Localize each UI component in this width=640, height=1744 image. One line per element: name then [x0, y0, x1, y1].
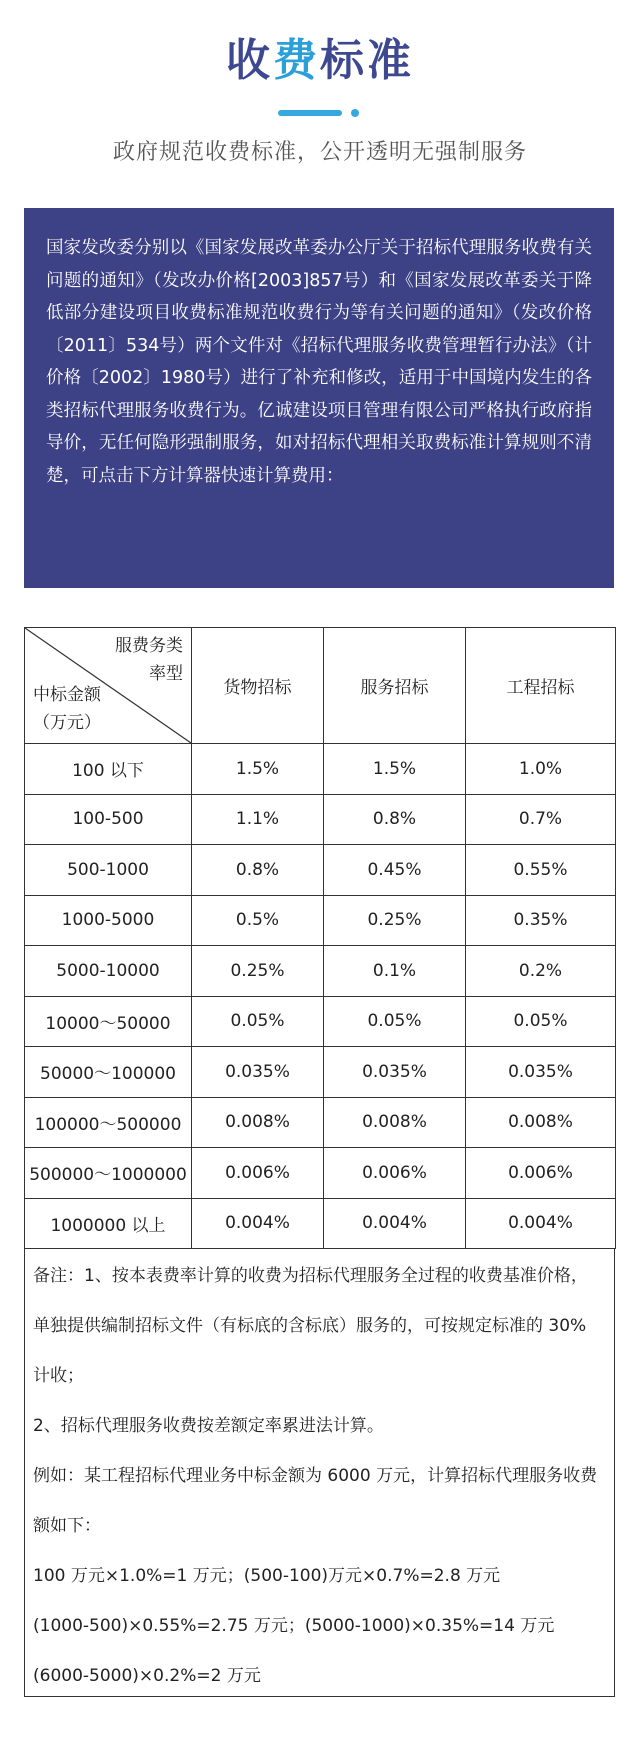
- note-line: 备注：1、按本表费率计算的收费为招标代理服务全过程的收费基准价格，: [33, 1266, 588, 1286]
- rate-cell: 0.8%: [192, 845, 324, 896]
- rate-cell: 0.008%: [324, 1097, 466, 1148]
- notes-section: [24, 1248, 615, 1697]
- title-underline-dot: [351, 109, 359, 117]
- rate-cell: 0.004%: [324, 1198, 466, 1249]
- rate-cell: 0.006%: [192, 1148, 324, 1199]
- table-row: [25, 1097, 616, 1148]
- note-line: 100 万元×1.0%=1 万元；(500-100)万元×0.7%=2.8 万元: [33, 1566, 501, 1586]
- amount-range-cell: 1000000 以上: [25, 1198, 192, 1249]
- note-line: 额如下：: [33, 1516, 101, 1536]
- column-header-engineering: 工程招标: [466, 628, 616, 744]
- note-line: 单独提供编制招标文件（有标底的含标底）服务的，可按规定标准的 30%: [33, 1316, 587, 1336]
- column-header-goods: 货物招标: [192, 628, 324, 744]
- rate-cell: 0.035%: [466, 1047, 616, 1098]
- rate-cell: 0.55%: [466, 845, 616, 896]
- rate-cell: 0.006%: [466, 1148, 616, 1199]
- rate-cell: 0.1%: [324, 946, 466, 997]
- note-line: 2、招标代理服务收费按差额定率累进法计算。: [33, 1416, 384, 1436]
- rate-cell: 0.2%: [466, 946, 616, 997]
- table-row: [25, 845, 616, 896]
- corner-header-rate-type: 服费务类 率型: [115, 636, 183, 684]
- rate-cell: 0.5%: [192, 895, 324, 946]
- rate-cell: 0.45%: [324, 845, 466, 896]
- rate-cell: 1.0%: [466, 744, 616, 795]
- table-row: [25, 1047, 616, 1098]
- page-title: [0, 30, 640, 92]
- rate-cell: 1.5%: [324, 744, 466, 795]
- rate-cell: 0.008%: [466, 1097, 616, 1148]
- amount-range-cell: 10000～50000: [25, 996, 192, 1047]
- rate-cell: 0.05%: [466, 996, 616, 1047]
- rate-cell: 0.05%: [324, 996, 466, 1047]
- amount-range-cell: 500000～1000000: [25, 1148, 192, 1199]
- rate-cell: 0.035%: [192, 1047, 324, 1098]
- title-part-1: 收: [226, 35, 273, 86]
- rate-cell: 0.05%: [192, 996, 324, 1047]
- column-header-services: 服务招标: [324, 628, 466, 744]
- fee-rate-table: [24, 627, 616, 1249]
- note-line: 例如：某工程招标代理业务中标金额为 6000 万元，计算招标代理服务收费: [33, 1466, 598, 1486]
- rate-cell: 0.004%: [466, 1198, 616, 1249]
- table-row: [25, 744, 616, 795]
- table-row: [25, 1198, 616, 1249]
- amount-range-cell: 100 以下: [25, 744, 192, 795]
- rate-cell: 0.004%: [192, 1198, 324, 1249]
- rate-cell: 0.25%: [192, 946, 324, 997]
- rate-cell: 0.7%: [466, 794, 616, 845]
- amount-range-cell: 500-1000: [25, 845, 192, 896]
- table-header-row: [25, 628, 616, 744]
- title-part-3: 标准: [320, 35, 414, 86]
- page-subtitle: 政府规范收费标准，公开透明无强制服务: [112, 140, 527, 165]
- rate-cell: 0.25%: [324, 895, 466, 946]
- rate-cell: 0.006%: [324, 1148, 466, 1199]
- amount-range-cell: 100-500: [25, 794, 192, 845]
- table-row: [25, 1148, 616, 1199]
- rate-cell: 0.008%: [192, 1097, 324, 1148]
- table-row: [25, 794, 616, 845]
- corner-header-amount: 中标金额 （万元）: [33, 685, 101, 733]
- note-line: 计收；: [33, 1366, 84, 1386]
- intro-panel: [24, 208, 614, 588]
- amount-range-cell: 5000-10000: [25, 946, 192, 997]
- table-row: [25, 895, 616, 946]
- amount-range-cell: 100000～500000: [25, 1097, 192, 1148]
- table-row: [25, 946, 616, 997]
- rate-cell: 0.35%: [466, 895, 616, 946]
- note-line: (6000-5000)×0.2%=2 万元: [33, 1666, 261, 1686]
- rate-cell: 1.1%: [192, 794, 324, 845]
- table-corner-cell: [25, 628, 192, 744]
- title-part-2: 费: [273, 35, 320, 86]
- rate-cell: 0.035%: [324, 1047, 466, 1098]
- rate-cell: 0.8%: [324, 794, 466, 845]
- title-underline: [278, 110, 342, 116]
- rate-cell: 1.5%: [192, 744, 324, 795]
- amount-range-cell: 50000～100000: [25, 1047, 192, 1098]
- note-line: (1000-500)×0.55%=2.75 万元；(5000-1000)×0.35%=14 万元: [33, 1616, 555, 1636]
- table-row: [25, 996, 616, 1047]
- amount-range-cell: 1000-5000: [25, 895, 192, 946]
- intro-text: 国家发改委分别以《国家发展改革委办公厅关于招标代理服务收费有关问题的通知》（发改办价格[2003]857号）和《国家发展改革委关于降低部分建设项目收费标准规范收费行为等有关问题的通知》（发改价格〔2011〕534号）两个文件对《招标代理服务收费管理暂行办法》（计价格〔2002〕1980号）进行了补充和修改，适用于中国境内发生的各类招标代理服务收费行为。亿诚建设项目管理有限公司严格执行政府指导价，无任何隐形强制服务，如对招标代理相关取费标准计算规则不清楚，可点击下方计算器快速计算费用：: [46, 238, 592, 486]
